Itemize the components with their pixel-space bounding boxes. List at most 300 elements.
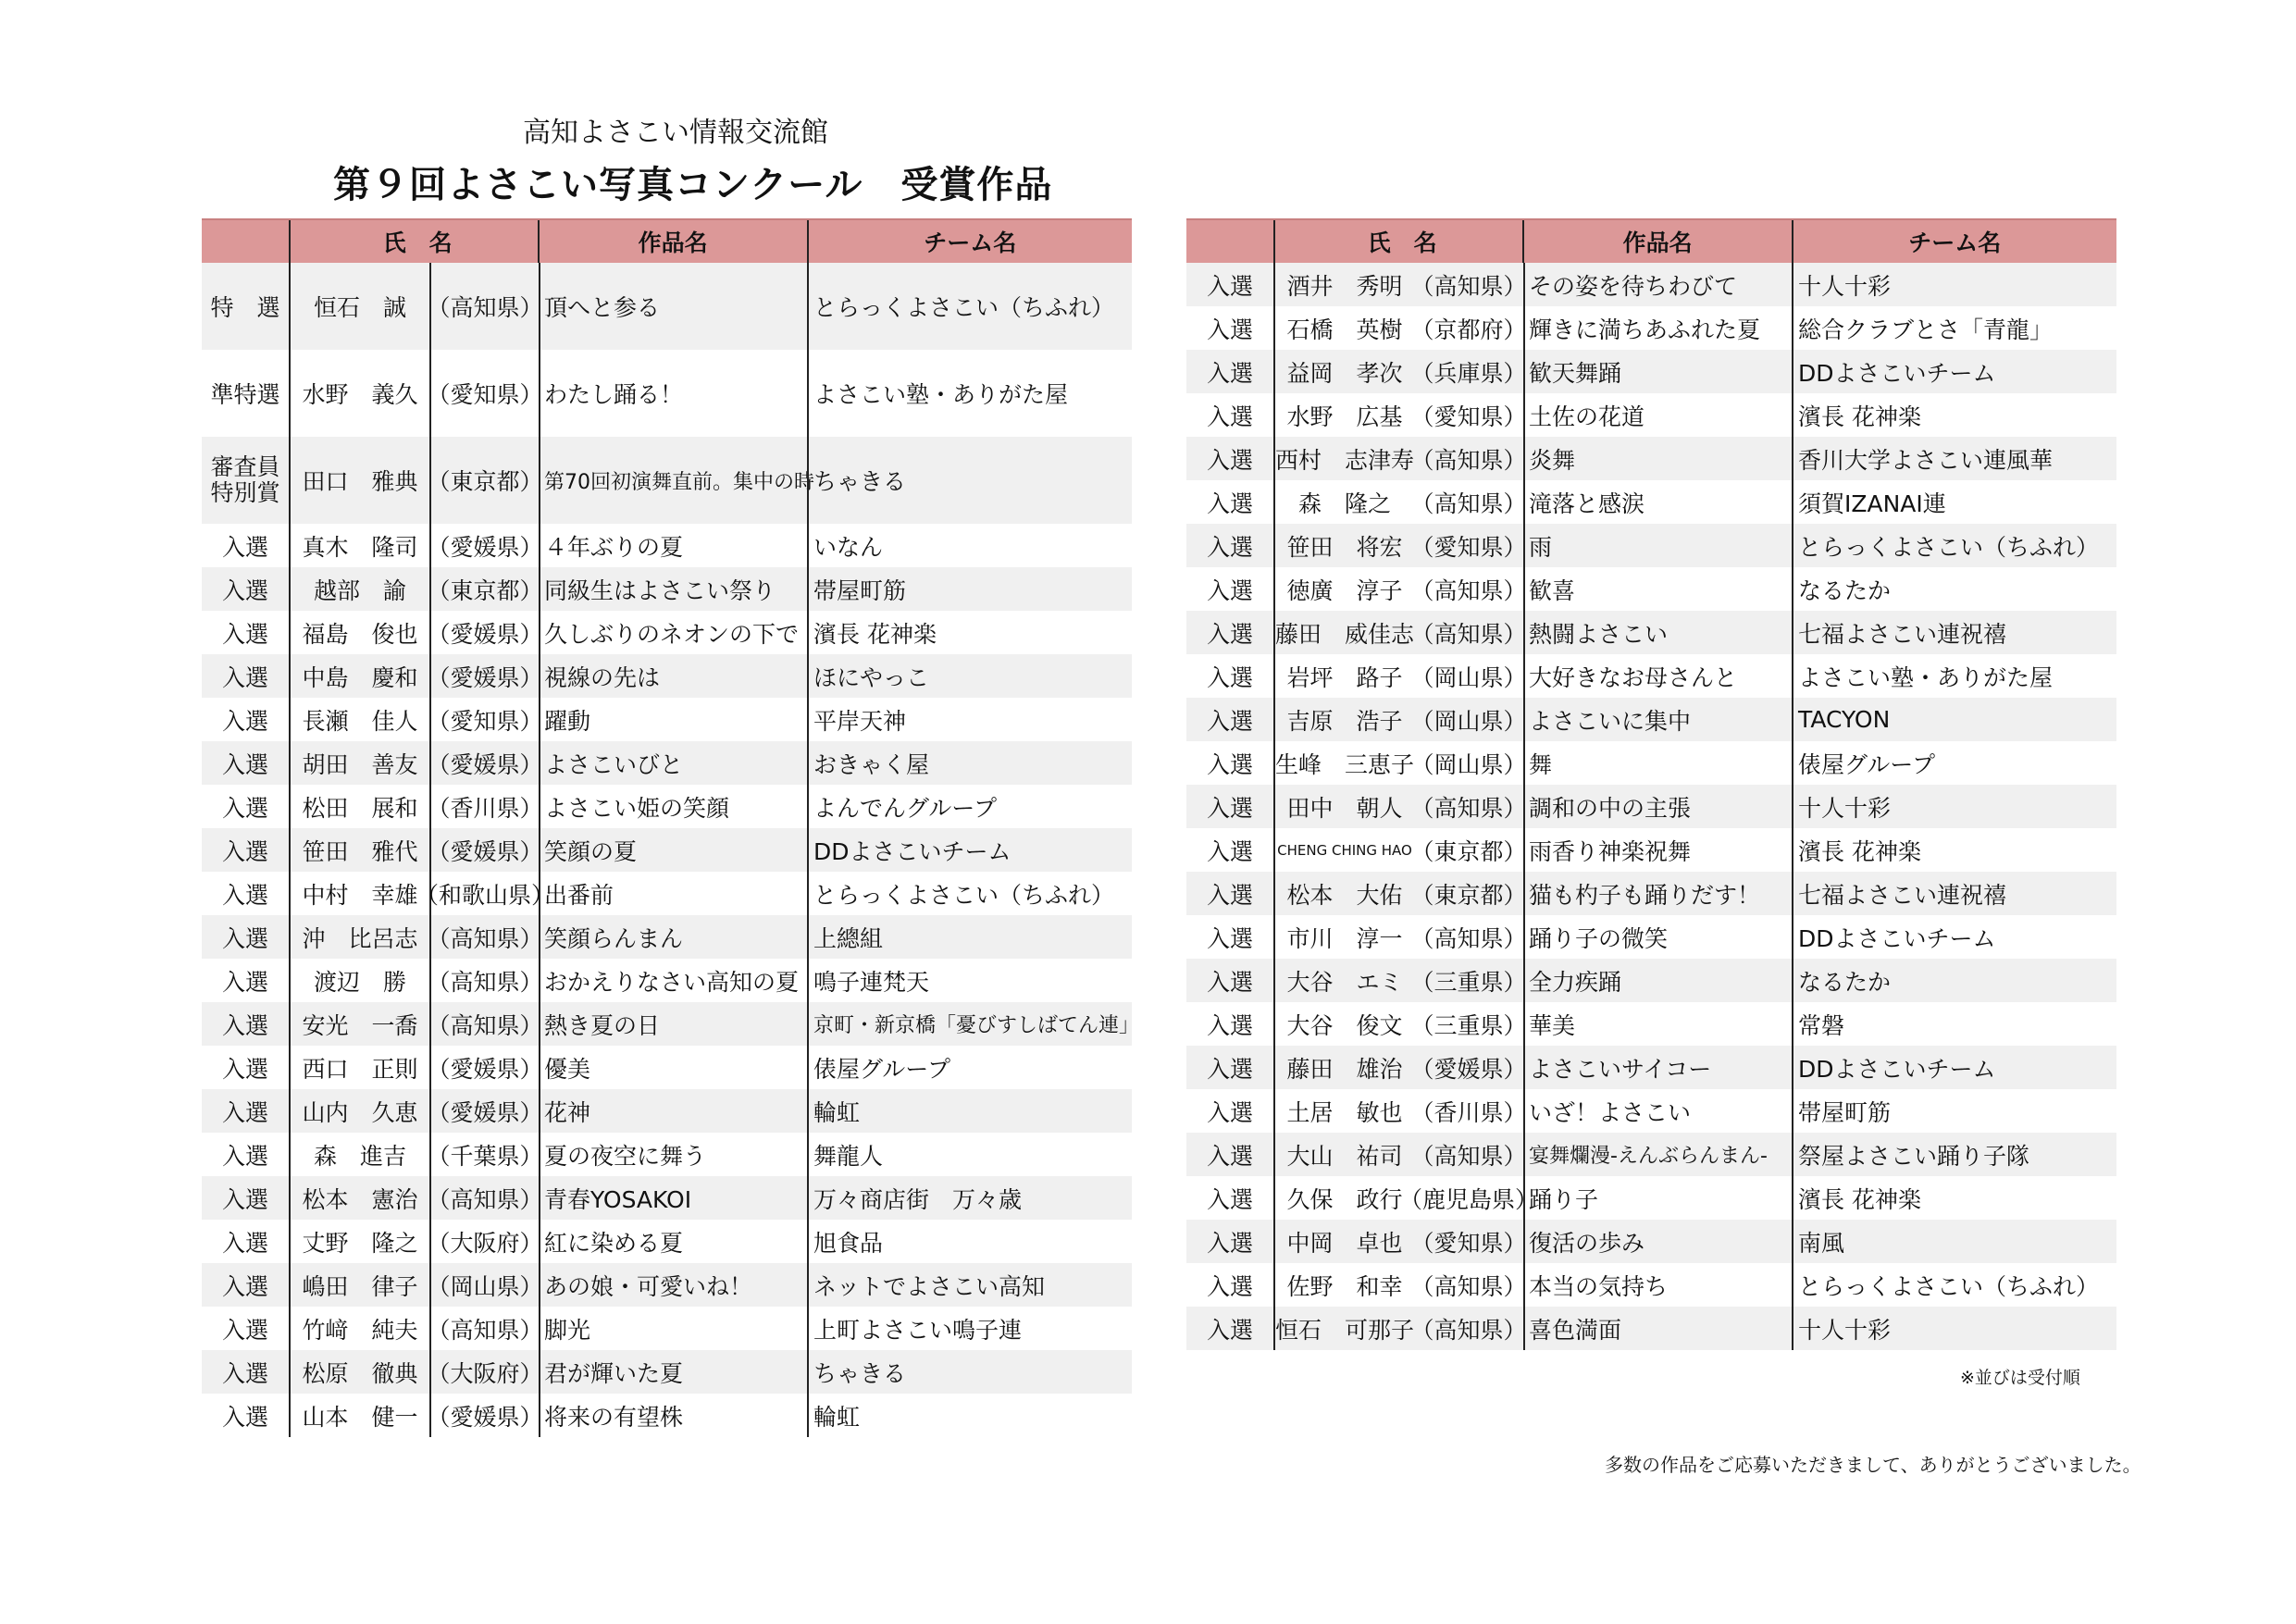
table-row	[1186, 1263, 2116, 1307]
work-title-cell: 第70回初演舞直前。集中の時	[539, 437, 807, 524]
table-row	[1186, 524, 2116, 567]
name-cell: 大谷 俊文	[1273, 1002, 1414, 1046]
team-name-cell: よさこい塾・ありがた屋	[1792, 654, 2116, 698]
work-title-cell: 炎舞	[1523, 437, 1792, 480]
team-name-cell: 祭屋よさこい踊り子隊	[1792, 1133, 2116, 1176]
table-row	[1186, 1220, 2116, 1263]
prefecture-cell: （愛知県）	[429, 698, 539, 741]
organization-name: 高知よさこい情報交流館	[523, 117, 828, 149]
award-cell: 入選	[1206, 316, 1253, 343]
team-name-cell: 帯屋町筋	[1792, 1089, 2116, 1133]
award-cell: 入選	[1206, 359, 1253, 387]
name-cell: 丈野 隆之	[289, 1220, 429, 1263]
name-cell: 松本 憲治	[289, 1176, 429, 1220]
name-cell: 笹田 将宏	[1273, 524, 1414, 567]
team-name-cell: なるたか	[1792, 567, 2116, 611]
work-title-cell: 躍動	[539, 698, 807, 741]
team-name-cell: 舞龍人	[807, 1133, 1132, 1176]
table-row	[1186, 263, 2116, 306]
table-row	[202, 698, 1132, 741]
team-name-cell: 南風	[1792, 1220, 2116, 1263]
prefecture-cell: （東京都）	[1410, 881, 1527, 909]
awards-table-left	[202, 218, 1140, 1437]
work-title-cell: 花神	[539, 1089, 807, 1133]
table-row	[1186, 915, 2116, 959]
award-cell: 入選	[221, 1142, 268, 1170]
award-cell: 入選	[221, 750, 268, 778]
table-row	[202, 741, 1132, 785]
team-name-cell: 上總組	[807, 915, 1132, 959]
page-title: 第９回よさこい写真コンクール 受賞作品	[333, 164, 1053, 206]
name-cell: 胡田 善友	[289, 741, 429, 785]
table-row	[202, 1089, 1132, 1133]
award-cell: 入選	[1206, 1185, 1253, 1213]
team-name-cell: 十人十彩	[1792, 785, 2116, 828]
table-row	[1186, 1046, 2116, 1089]
team-name-cell: ほにやっこ	[807, 654, 1132, 698]
table-body-left	[202, 263, 1140, 1437]
name-cell: 西村 志津寿	[1273, 437, 1414, 480]
work-title-cell: 熱き夏の日	[539, 1002, 807, 1046]
table-row	[1186, 872, 2116, 915]
order-note: ※並びは受付順	[1960, 1368, 2080, 1388]
prefecture-cell: （高知県）	[429, 263, 539, 350]
prefecture-cell: （香川県）	[1410, 1098, 1527, 1126]
name-cell: 渡辺 勝	[289, 959, 429, 1002]
team-name-cell: 十人十彩	[1792, 263, 2116, 306]
team-name-cell: 京町・新京橋「憂びすしばてん連」	[807, 1002, 1132, 1046]
work-title-cell: 視線の先は	[539, 654, 807, 698]
team-name-cell: 俵屋グループ	[807, 1046, 1132, 1089]
table-row	[202, 1350, 1132, 1394]
table-row	[202, 611, 1132, 654]
prefecture-cell: （愛知県）	[1410, 1229, 1527, 1257]
table-row	[1186, 1089, 2116, 1133]
name-cell: 笹田 雅代	[289, 828, 429, 872]
prefecture-cell: （兵庫県）	[1410, 359, 1527, 387]
name-cell: 益岡 孝次	[1273, 350, 1414, 393]
team-name-cell: 帯屋町筋	[807, 567, 1132, 611]
table-row	[1186, 567, 2116, 611]
prefecture-cell: （高知県）	[1410, 446, 1527, 474]
team-name-cell: ネットでよさこい高知	[807, 1263, 1132, 1307]
prefecture-cell: （愛媛県）	[429, 1394, 539, 1437]
prefecture-cell: （愛媛県）	[429, 741, 539, 785]
team-name-cell: いなん	[807, 524, 1132, 567]
table-body-right	[1186, 263, 2116, 1350]
work-title-cell: よさこいに集中	[1523, 698, 1792, 741]
team-name-cell: DDよさこいチーム	[1792, 915, 2116, 959]
work-title-cell: 脚光	[539, 1307, 807, 1350]
work-title-cell: 本当の気持ち	[1523, 1263, 1792, 1307]
name-cell: 嶋田 律子	[289, 1263, 429, 1307]
team-name-cell: なるたか	[1792, 959, 2116, 1002]
prefecture-cell: （愛媛県）	[429, 524, 539, 567]
award-cell: 特 選	[210, 294, 280, 321]
name-cell: 水野 義久	[289, 350, 429, 437]
award-cell: 入選	[1206, 1142, 1253, 1170]
work-title-cell: 笑顔の夏	[539, 828, 807, 872]
team-name-cell: 平岸天神	[807, 698, 1132, 741]
prefecture-cell: （高知県）	[1410, 1316, 1527, 1344]
name-cell: 藤田 雄治	[1273, 1046, 1414, 1089]
work-title-cell: 調和の中の主張	[1523, 785, 1792, 828]
prefecture-cell: （愛媛県）	[429, 611, 539, 654]
name-cell: 竹﨑 純夫	[289, 1307, 429, 1350]
award-cell: 入選	[1206, 446, 1253, 474]
table-row	[1186, 1002, 2116, 1046]
table-row	[1186, 611, 2116, 654]
awards-table-right	[1186, 218, 2116, 1350]
award-cell: 入選	[1206, 881, 1253, 909]
prefecture-cell: （愛媛県）	[429, 1089, 539, 1133]
table-row	[202, 350, 1132, 437]
award-cell: 入選	[1206, 837, 1253, 865]
award-cell: 入選	[1206, 272, 1253, 300]
name-cell: 田中 朝人	[1273, 785, 1414, 828]
work-title-cell: 優美	[539, 1046, 807, 1089]
name-cell: 安光 一喬	[289, 1002, 429, 1046]
table-row	[1186, 785, 2116, 828]
work-title-cell: 青春YOSAKOI	[539, 1176, 807, 1220]
name-cell: 森 隆之	[1273, 480, 1414, 524]
team-name-cell: 俵屋グループ	[1792, 741, 2116, 785]
prefecture-cell: （岡山県）	[1410, 663, 1527, 691]
prefecture-cell: （三重県）	[1410, 1011, 1527, 1039]
prefecture-cell: （愛知県）	[1410, 533, 1527, 561]
work-title-cell: 同級生はよさこい祭り	[539, 567, 807, 611]
team-name-cell: 濱長 花神楽	[1792, 393, 2116, 437]
prefecture-cell: （高知県）	[429, 1307, 539, 1350]
prefecture-cell: （高知県）	[1410, 794, 1527, 822]
work-title-cell: 滝落と感涙	[1523, 480, 1792, 524]
award-cell: 入選	[221, 663, 268, 691]
award-cell: 入選	[1206, 1011, 1253, 1039]
prefecture-cell: （高知県）	[429, 959, 539, 1002]
team-name-cell: DDよさこいチーム	[807, 828, 1132, 872]
table-row	[202, 524, 1132, 567]
team-name-cell: とらっくよさこい（ちふれ）	[807, 263, 1132, 350]
prefecture-cell: （高知県）	[1410, 1272, 1527, 1300]
work-title-cell: 将来の有望株	[539, 1394, 807, 1437]
award-cell: 入選	[1206, 750, 1253, 778]
award-cell: 入選	[221, 968, 268, 996]
name-cell: 久保 政行	[1273, 1176, 1414, 1220]
table-header	[1186, 218, 2116, 263]
work-title-cell: ４年ぶりの夏	[539, 524, 807, 567]
table-row	[202, 263, 1132, 350]
work-title-cell: わたし踊る！	[539, 350, 807, 437]
prefecture-cell: （高知県）	[1410, 576, 1527, 604]
table-row	[202, 1002, 1140, 1046]
work-title-cell: 猫も杓子も踊りだす！	[1523, 872, 1792, 915]
award-cell: 入選	[1206, 1316, 1253, 1344]
award-cell: 入選	[221, 1098, 268, 1126]
award-cell: 入選	[221, 794, 268, 822]
award-cell: 入選	[221, 1316, 268, 1344]
prefecture-cell: （三重県）	[1410, 968, 1527, 996]
prefecture-cell: （高知県）	[1410, 924, 1527, 952]
team-name-cell: とらっくよさこい（ちふれ）	[1792, 524, 2116, 567]
name-cell: 越部 諭	[289, 567, 429, 611]
award-cell: 入選	[221, 1359, 268, 1387]
work-title-cell: 踊り子	[1523, 1176, 1792, 1220]
work-title-cell: 全力疾踊	[1523, 959, 1792, 1002]
name-cell: 佐野 和幸	[1273, 1263, 1414, 1307]
prefecture-cell: （高知県）	[1410, 1142, 1527, 1170]
prefecture-cell: （東京都）	[429, 437, 539, 524]
work-title-cell: 君が輝いた夏	[539, 1350, 807, 1394]
name-cell: 福島 俊也	[289, 611, 429, 654]
prefecture-cell: （東京都）	[1410, 837, 1527, 865]
name-cell: 松田 展和	[289, 785, 429, 828]
header-work: 作品名	[1522, 220, 1792, 263]
table-row	[1186, 828, 2116, 872]
award-cell: 入選	[221, 1229, 268, 1257]
table-header	[202, 218, 1132, 263]
team-name-cell: 総合クラブとさ「青龍」	[1792, 306, 2116, 350]
work-title-cell: 宴舞爛漫-えんぶらんまん-	[1523, 1133, 1792, 1176]
award-cell: 入選	[1206, 1098, 1253, 1126]
award-cell: 入選	[221, 620, 268, 648]
work-title-cell: 夏の夜空に舞う	[539, 1133, 807, 1176]
prefecture-cell: （高知県）	[1410, 620, 1527, 648]
award-cell: 入選	[221, 1272, 268, 1300]
work-title-cell: よさこいサイコー	[1523, 1046, 1792, 1089]
header-team: チーム名	[1792, 220, 2116, 263]
prefecture-cell: （愛媛県）	[1410, 1055, 1527, 1083]
team-name-cell: 濱長 花神楽	[807, 611, 1132, 654]
table-row	[1186, 306, 2116, 350]
award-cell: 審査員 特別賞	[210, 453, 280, 506]
table-row	[1186, 1176, 2116, 1220]
award-cell: 入選	[221, 576, 268, 604]
work-title-cell: 熱闘よさこい	[1523, 611, 1792, 654]
prefecture-cell: （愛媛県）	[429, 828, 539, 872]
table-row	[202, 1133, 1132, 1176]
work-title-cell: 雨	[1523, 524, 1792, 567]
table-row	[202, 1220, 1132, 1263]
award-cell: 入選	[1206, 533, 1253, 561]
table-row	[1186, 1307, 2116, 1350]
prefecture-cell: （高知県）	[429, 1176, 539, 1220]
work-title-cell: 紅に染める夏	[539, 1220, 807, 1263]
award-cell: 入選	[1206, 403, 1253, 430]
name-cell: 松本 大佑	[1273, 872, 1414, 915]
award-cell: 入選	[1206, 1055, 1253, 1083]
table-row	[1186, 480, 2116, 524]
table-row	[1186, 350, 2116, 393]
name-cell: CHENG CHING HAO	[1273, 828, 1414, 872]
award-cell: 入選	[1206, 707, 1253, 735]
prefecture-cell: （大阪府）	[429, 1220, 539, 1263]
team-name-cell: 上町よさこい鳴子連	[807, 1307, 1132, 1350]
name-cell: 西口 正則	[289, 1046, 429, 1089]
header-award	[1186, 220, 1273, 263]
name-cell: 生峰 三恵子	[1273, 741, 1414, 785]
name-cell: 土居 敏也	[1273, 1089, 1414, 1133]
award-cell: 入選	[1206, 924, 1253, 952]
work-title-cell: 輝きに満ちあふれた夏	[1523, 306, 1792, 350]
team-name-cell: 濱長 花神楽	[1792, 1176, 2116, 1220]
table-row	[1186, 959, 2116, 1002]
team-name-cell: とらっくよさこい（ちふれ）	[1792, 1263, 2116, 1307]
team-name-cell: とらっくよさこい（ちふれ）	[807, 872, 1132, 915]
prefecture-cell: （香川県）	[429, 785, 539, 828]
work-title-cell: 笑顔らんまん	[539, 915, 807, 959]
table-row	[202, 1263, 1132, 1307]
team-name-cell: おきゃく屋	[807, 741, 1132, 785]
prefecture-cell: （高知県）	[1410, 490, 1527, 517]
award-cell: 入選	[221, 707, 268, 735]
team-name-cell: よさこい塾・ありがた屋	[807, 350, 1132, 437]
team-name-cell: 常磐	[1792, 1002, 2116, 1046]
table-row	[1186, 393, 2116, 437]
table-row	[202, 1307, 1132, 1350]
name-cell: 山本 健一	[289, 1394, 429, 1437]
work-title-cell: 喜色満面	[1523, 1307, 1792, 1350]
prefecture-cell: （鹿児島県）	[1399, 1185, 1539, 1213]
table-row	[202, 437, 1132, 524]
work-title-cell: 頂へと参る	[539, 263, 807, 350]
prefecture-cell: （愛知県）	[1410, 403, 1527, 430]
team-name-cell: TACYON	[1792, 698, 2116, 741]
name-cell: 真木 隆司	[289, 524, 429, 567]
name-cell: 山内 久恵	[289, 1089, 429, 1133]
team-name-cell: DDよさこいチーム	[1792, 1046, 2116, 1089]
table-row	[202, 785, 1132, 828]
team-name-cell: 濱長 花神楽	[1792, 828, 2116, 872]
name-cell: 長瀬 佳人	[289, 698, 429, 741]
name-cell: 恒石 誠	[289, 263, 429, 350]
name-cell: 水野 広基	[1273, 393, 1414, 437]
award-cell: 入選	[221, 837, 268, 865]
table-row	[202, 654, 1132, 698]
prefecture-cell: （愛知県）	[429, 350, 539, 437]
team-name-cell: 鳴子連梵天	[807, 959, 1132, 1002]
table-row	[1186, 437, 2116, 480]
name-cell: 市川 淳一	[1273, 915, 1414, 959]
work-title-cell: よさこいびと	[539, 741, 807, 785]
table-row	[202, 1394, 1132, 1437]
award-cell: 入選	[1206, 968, 1253, 996]
award-cell: 準特選	[210, 381, 280, 408]
table-row	[202, 1046, 1132, 1089]
prefecture-cell: （千葉県）	[429, 1133, 539, 1176]
award-cell: 入選	[221, 1185, 268, 1213]
prefecture-cell: （愛媛県）	[429, 654, 539, 698]
award-cell: 入選	[221, 533, 268, 561]
name-cell: 吉原 浩子	[1273, 698, 1414, 741]
name-cell: 大谷 エミ	[1273, 959, 1414, 1002]
table-row	[202, 872, 1132, 915]
award-cell: 入選	[1206, 576, 1253, 604]
team-name-cell: 輪虹	[807, 1089, 1132, 1133]
award-cell: 入選	[221, 924, 268, 952]
header-award	[202, 220, 289, 263]
table-row	[1186, 654, 2116, 698]
award-cell: 入選	[221, 1011, 268, 1039]
work-title-cell: 華美	[1523, 1002, 1792, 1046]
header-work: 作品名	[538, 220, 807, 263]
award-cell: 入選	[1206, 490, 1253, 517]
work-title-cell: おかえりなさい高知の夏	[539, 959, 807, 1002]
name-cell: 岩坪 路子	[1273, 654, 1414, 698]
header-name: 氏 名	[1273, 220, 1522, 263]
team-name-cell: ちゃきる	[807, 437, 1132, 524]
header-team: チーム名	[807, 220, 1132, 263]
work-title-cell: 雨香り神楽祝舞	[1523, 828, 1792, 872]
team-name-cell: 香川大学よさこい連風華	[1792, 437, 2116, 480]
work-title-cell: 出番前	[539, 872, 807, 915]
prefecture-cell: （京都府）	[1410, 316, 1527, 343]
team-name-cell: 輪虹	[807, 1394, 1132, 1437]
award-cell: 入選	[221, 1055, 268, 1083]
work-title-cell: 土佐の花道	[1523, 393, 1792, 437]
award-cell: 入選	[221, 881, 268, 909]
name-cell: 中村 幸雄	[289, 872, 429, 915]
team-name-cell: 万々商店街 万々歳	[807, 1176, 1132, 1220]
name-cell: 森 進吉	[289, 1133, 429, 1176]
table-row	[202, 567, 1132, 611]
work-title-cell: 踊り子の微笑	[1523, 915, 1792, 959]
prefecture-cell: （高知県）	[1410, 272, 1527, 300]
name-cell: 中島 慶和	[289, 654, 429, 698]
name-cell: 松原 徹典	[289, 1350, 429, 1394]
table-row	[202, 1176, 1132, 1220]
name-cell: 田口 雅典	[289, 437, 429, 524]
prefecture-cell: （大阪府）	[429, 1350, 539, 1394]
award-cell: 入選	[1206, 663, 1253, 691]
award-cell: 入選	[221, 1403, 268, 1431]
work-title-cell: 久しぶりのネオンの下で	[539, 611, 807, 654]
table-row	[1186, 698, 2116, 741]
table-row	[1186, 1133, 2116, 1176]
team-name-cell: 十人十彩	[1792, 1307, 2116, 1350]
award-cell: 入選	[1206, 1229, 1253, 1257]
name-cell: 徳廣 淳子	[1273, 567, 1414, 611]
work-title-cell: 歓喜	[1523, 567, 1792, 611]
name-cell: 沖 比呂志	[289, 915, 429, 959]
team-name-cell: 七福よさこい連祝禧	[1792, 872, 2116, 915]
team-name-cell: ちゃきる	[807, 1350, 1132, 1394]
prefecture-cell: （高知県）	[429, 1002, 539, 1046]
name-cell: 大山 祐司	[1273, 1133, 1414, 1176]
work-title-cell: その姿を待ちわびて	[1523, 263, 1792, 306]
table-row	[202, 959, 1132, 1002]
table-row	[1186, 741, 2116, 785]
award-cell: 入選	[1206, 1272, 1253, 1300]
name-cell: 中岡 卓也	[1273, 1220, 1414, 1263]
team-name-cell: 七福よさこい連祝禧	[1792, 611, 2116, 654]
table-row	[202, 828, 1132, 872]
name-cell: 恒石 可那子	[1273, 1307, 1414, 1350]
prefecture-cell: （岡山県）	[429, 1263, 539, 1307]
prefecture-cell: （愛媛県）	[429, 1046, 539, 1089]
work-title-cell: 大好きなお母さんと	[1523, 654, 1792, 698]
prefecture-cell: （岡山県）	[1410, 750, 1527, 778]
name-cell: 石橋 英樹	[1273, 306, 1414, 350]
work-title-cell: 舞	[1523, 741, 1792, 785]
work-title-cell: 歓天舞踊	[1523, 350, 1792, 393]
team-name-cell: DDよさこいチーム	[1792, 350, 2116, 393]
team-name-cell: よんでんグループ	[807, 785, 1132, 828]
team-name-cell: 須賀IZANAI連	[1792, 480, 2116, 524]
prefecture-cell: （東京都）	[429, 567, 539, 611]
name-cell: 藤田 威佳志	[1273, 611, 1414, 654]
table-row	[202, 915, 1132, 959]
name-cell: 酒井 秀明	[1273, 263, 1414, 306]
